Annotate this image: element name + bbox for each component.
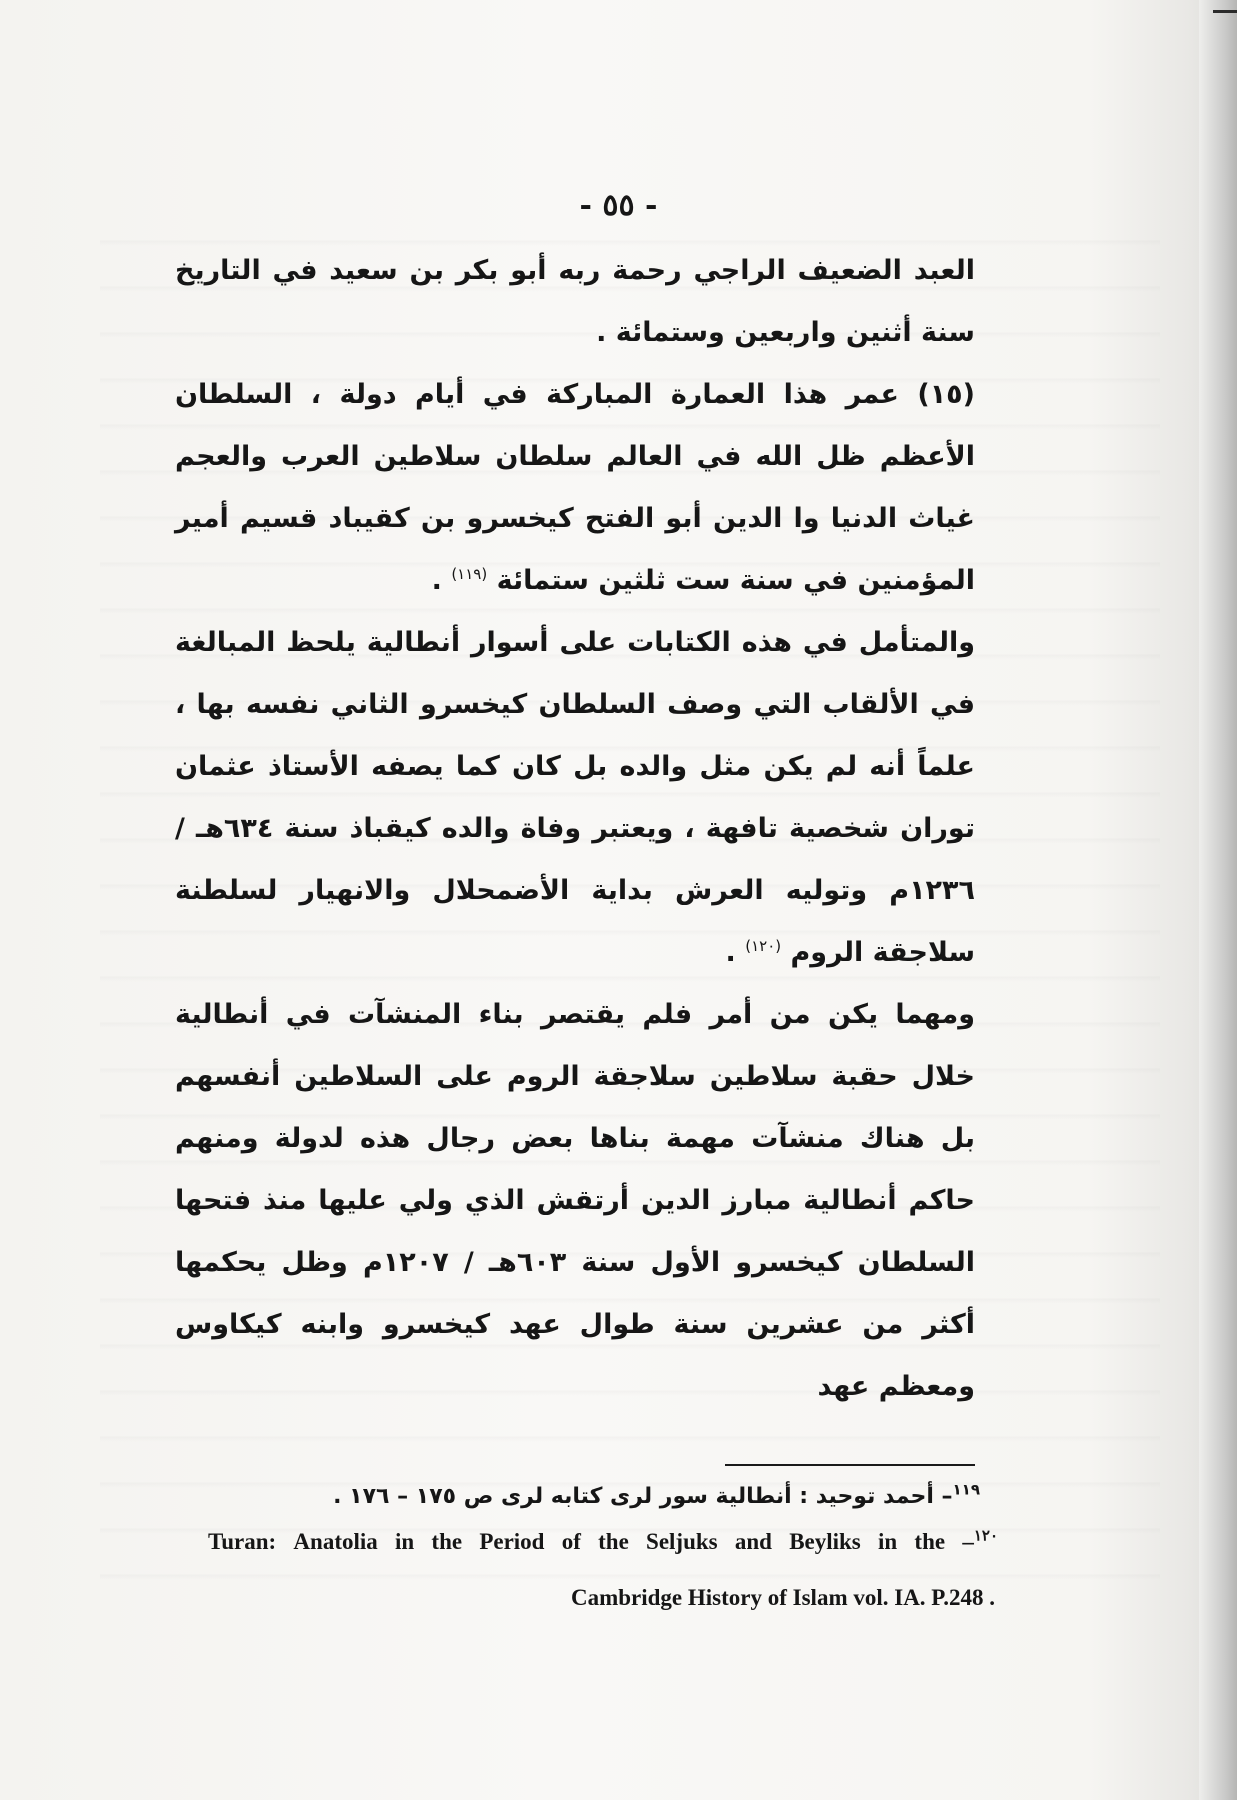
page-number: - ٥٥ - [579, 188, 658, 223]
page-edge-mark [1213, 10, 1237, 13]
footnote-120-word: Turan: [208, 1529, 277, 1554]
footnote-120-word: and [734, 1529, 772, 1554]
footnote-120-word: Seljuks [646, 1529, 718, 1554]
inscription-number: (١٥) [917, 379, 975, 410]
footnote-120-line-2: Cambridge History of Islam vol. IA. P.248 . [570, 1585, 995, 1610]
paragraph-2-text: عمر هذا العمارة المباركة في أيام دولة ، السلطان الأعظم ظل الله في العالم سلطان سلاطين العرب والعجم غياث الدنيا وا الدين أبو الفتح كيخسرو بن كقيباد قسيم أمير المؤمنين في سنة ست ثلثين ستمائة [175, 379, 975, 596]
footnote-ref-120[interactable]: (١٢٠) [745, 937, 782, 955]
footnote-120-word: in [395, 1529, 415, 1554]
footnote-120-word: in [878, 1529, 898, 1554]
footnote-120-word: Beyliks [789, 1529, 861, 1554]
footnote-120 [208, 1525, 998, 1615]
footnote-120-word: –$^{١٢٠}$ [962, 1528, 998, 1554]
main-text [175, 240, 975, 1418]
page-edge-shadow [1199, 0, 1237, 1800]
footnote-119 [333, 1480, 980, 1514]
footnote-120-line-1 [208, 1525, 998, 1559]
footnote-120-word: the [598, 1529, 629, 1554]
paragraph-2: (١٥) عمر هذا العمارة المباركة في أيام دولة ، السلطان الأعظم ظل الله في العالم سلطان سلاطين العرب والعجم غياث الدنيا وا الدين أبو الفتح كيخسرو بن كقيباد قسيم أمير المؤمنين في سنة ست ثلثين ستمائة $^{(١١٩)}$ . [175, 379, 975, 596]
paragraph-4: ومهما يكن من أمر فلم يقتصر بناء المنشآت في أنطالية خلال حقبة سلاطين سلاجقة الروم على السلاطين أنفسهم بل هناك منشآت مهمة بناها بعض رجال هذه لدولة ومنهم حاكم أنطالية مبارز الدين أرتقش الذي ولي عليها منذ فتحها السلطان كيخسرو الأول سنة ٦٠٣هـ / ١٢٠٧م وظل يحكمها أكثر من عشرين سنة طوال عهد كيخسرو وابنه كيكاوس ومعظم عهد [175, 999, 975, 1402]
footnote-ref-119[interactable]: (١١٩) [451, 565, 488, 583]
footnote-120-word: of [561, 1529, 581, 1554]
paragraph-3-text: والمتأمل في هذه الكتابات على أسوار أنطالية يلحظ المبالغة في الألقاب التي وصف السلطان كيخسرو الثاني نفسه بها ، علماً أنه لم يكن مثل والده بل كان كما يصفه الأستاذ عثمان توران شخصية تافهة ، ويعتبر وفاة والده كيقباذ سنة ٦٣٤هـ / ١٢٣٦م وتوليه العرش بداية الأضمحلال والانهيار لسلطنة سلاجقة الروم [175, 627, 975, 968]
footnote-120-word: Anatolia [293, 1529, 378, 1554]
footnote-120-word: the [431, 1529, 463, 1554]
footnote-120-word: the [914, 1529, 946, 1554]
footnote-120-number: ١٢٠ [973, 1528, 998, 1545]
footnote-119-text: – أحمد توحيد : أنطالية سور لرى كتابه لرى ص ١٧٥ – ١٧٦ . [333, 1484, 953, 1509]
paragraph-3: والمتأمل في هذه الكتابات على أسوار أنطالية يلحظ المبالغة في الألقاب التي وصف السلطان كيخسرو الثاني نفسه بها ، علماً أنه لم يكن مثل والده بل كان كما يصفه الأستاذ عثمان توران شخصية تافهة ، ويعتبر وفاة والده كيقباذ سنة ٦٣٤هـ / ١٢٣٦م وتوليه العرش بداية الأضمحلال والانهيار لسلطنة سلاجقة الروم $^{(١٢٠)}$ . [175, 627, 975, 968]
footnote-119-number: ١١٩ [952, 1480, 980, 1499]
footnote-120-word: Period [479, 1529, 545, 1554]
footnote-divider [725, 1464, 975, 1466]
paragraph-1: العبد الضعيف الراجي رحمة ربه أبو بكر بن سعيد في التاريخ سنة أثنين واربعين وستمائة . [175, 255, 975, 348]
